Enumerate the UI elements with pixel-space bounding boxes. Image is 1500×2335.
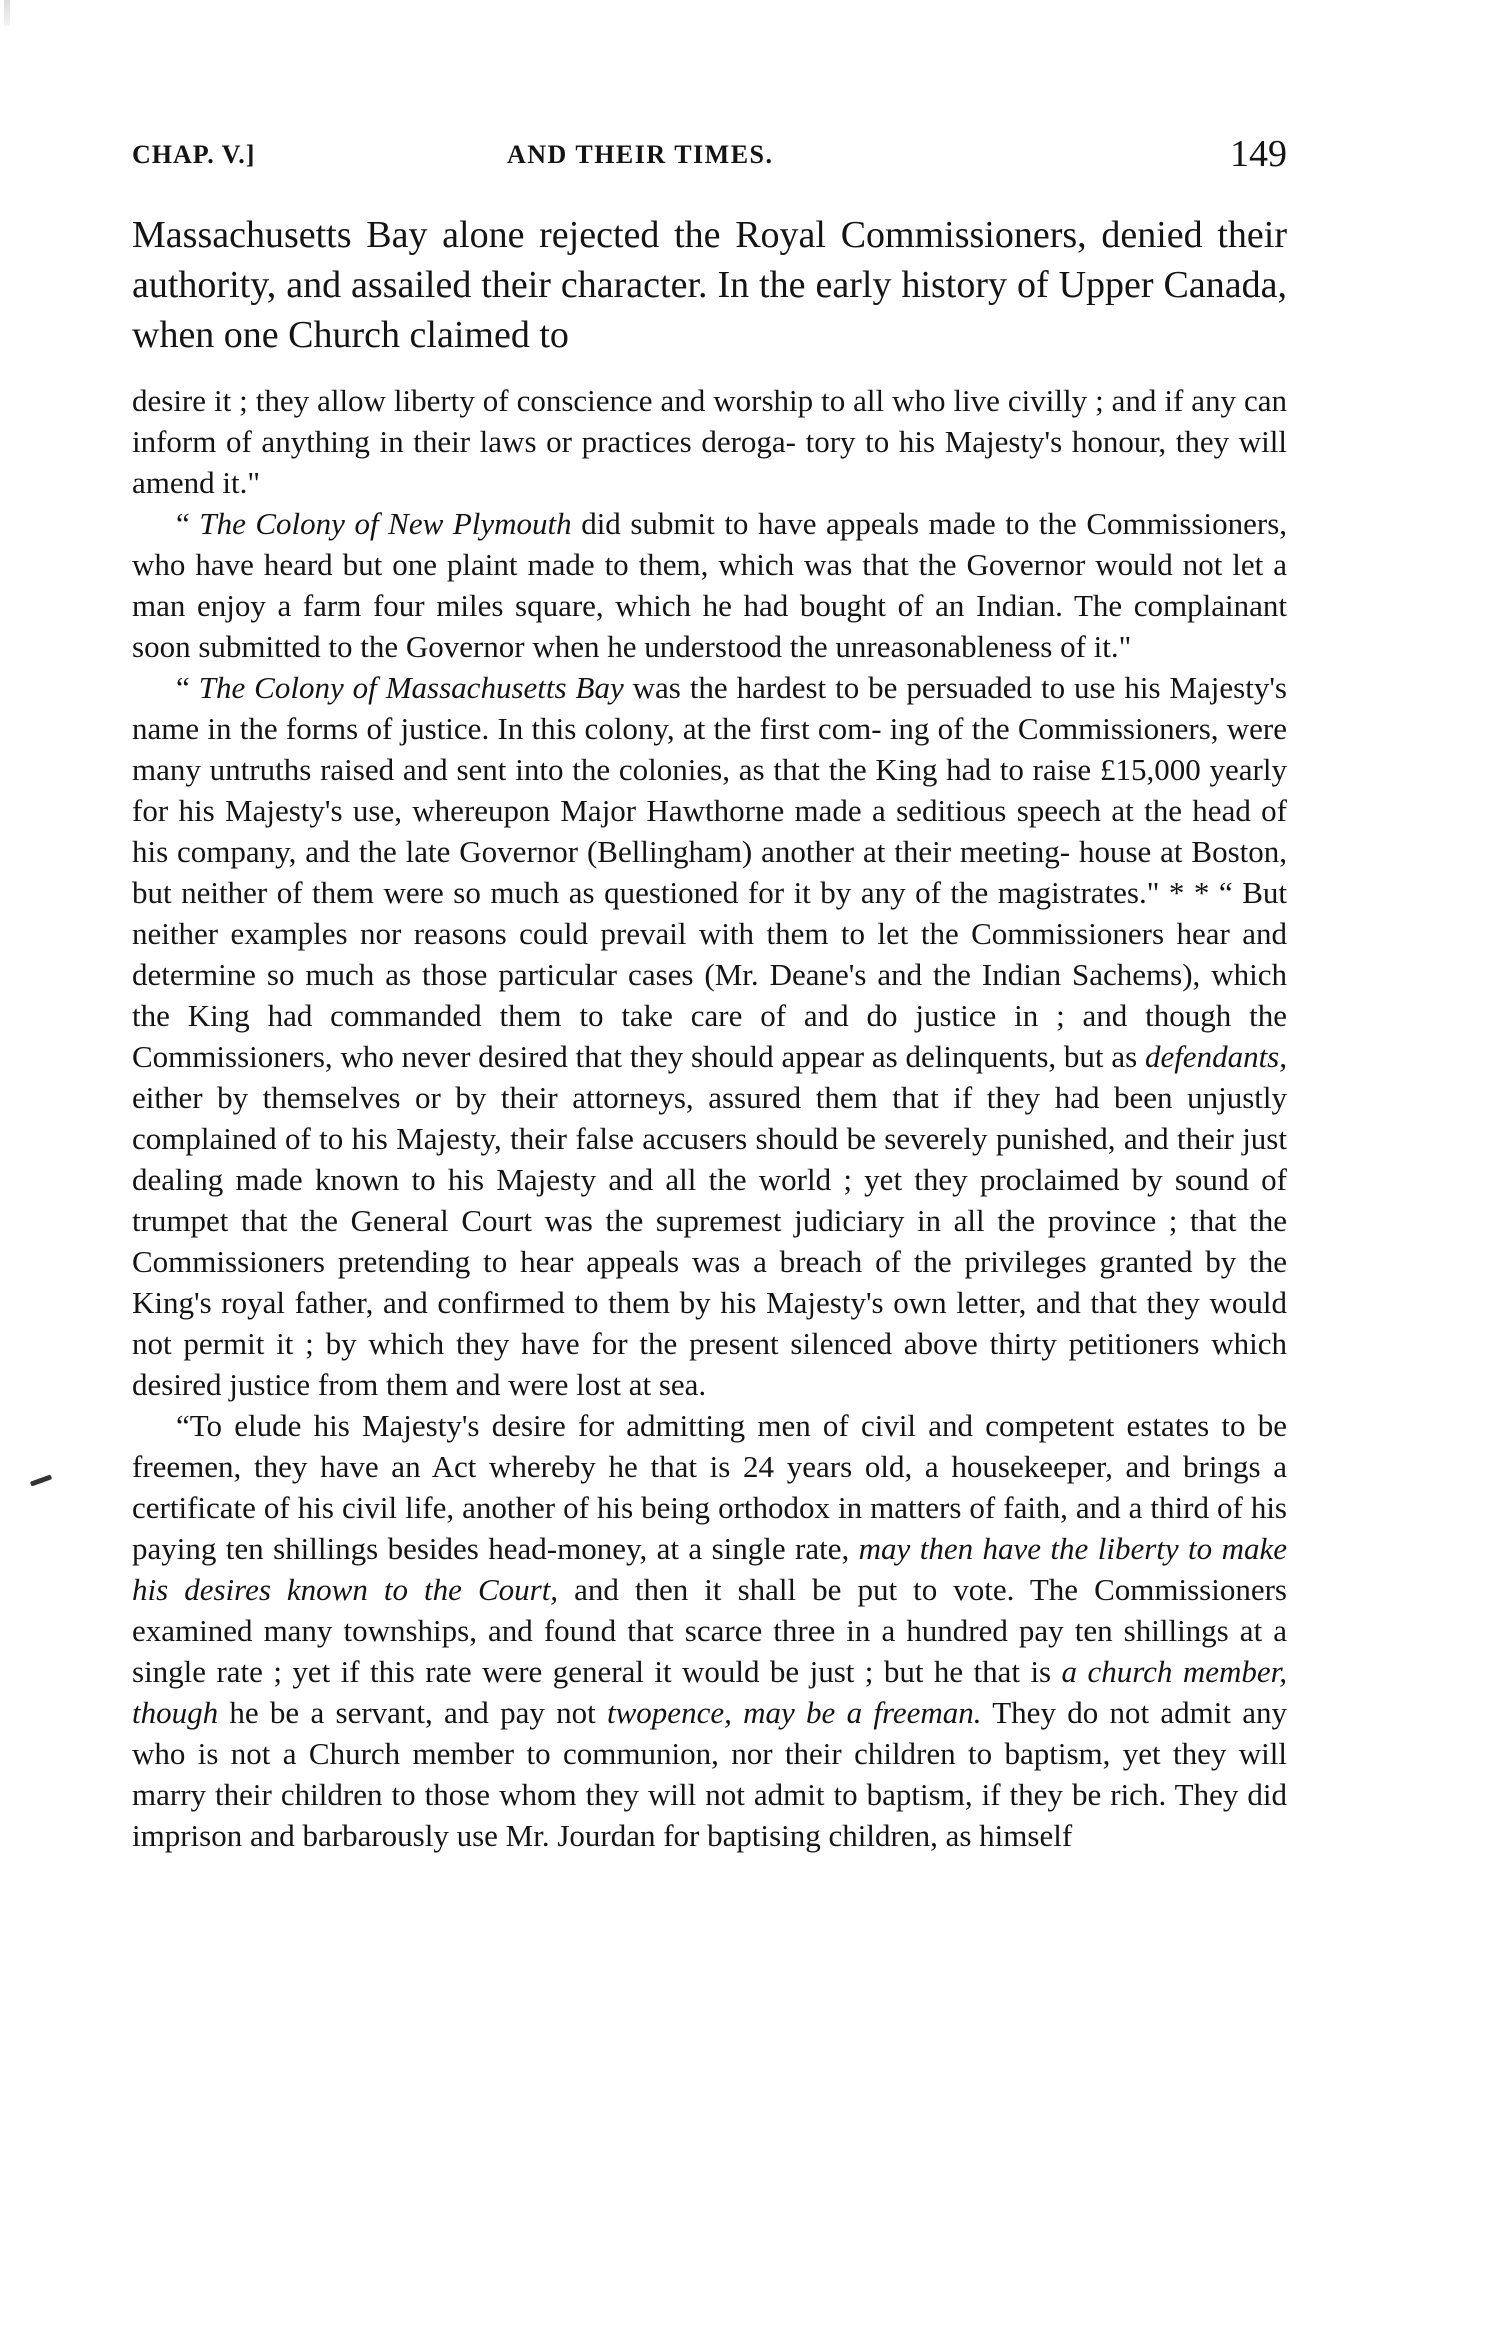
- margin-pencil-mark: [30, 1474, 52, 1486]
- quote-text: he be a servant, and pay not: [218, 1695, 608, 1730]
- italic-phrase: may then have the liberty to make his desires known to the Court,: [132, 1531, 1287, 1607]
- italic-phrase: defendants,: [1144, 1039, 1287, 1074]
- quote-open-mark: “: [176, 670, 199, 705]
- italic-phrase: The Colony of New Plymouth: [199, 506, 572, 541]
- page-number: 149: [1230, 133, 1287, 175]
- chapter-label: CHAP. V.]: [132, 140, 256, 169]
- quote-text: did submit to have appeals made to the Commissioners, who have heard but one plaint made to them, which was that the Governor would not let a man enjoy a farm four miles square, which he had bought of an Indian. The complainant soon submitted to the Governor when he understood the unreasonableness of it.": [132, 506, 1288, 664]
- italic-phrase: The Colony of Massachusetts Bay: [198, 670, 624, 705]
- running-header: [132, 132, 1287, 176]
- body-paragraph: Massachusetts Bay alone rejected the Royal Commissioners, denied their authority, and assailed their character. In the early history of Upper Canada, when one Church claimed to: [132, 214, 1287, 356]
- quote-text: was the hardest to be persuaded to use his Majesty's name in the forms of justice. In this colony, at the first com- ing of the Commissioners, were many untruths raised and sent into the colonies, as that the King had to raise £15,000 yearly for his Majesty's use, whereupon Major Hawthorne made a seditious speech at the head of his company, and the late Governor (Bellingham) another at their meeting- house at Boston, but neither of them were so much as questioned for it by any of the magistrates." * * “ But neither examples nor reasons could prevail with them to let the Commissioners hear and determine so much as those particular cases (Mr. Deane's and the Indian Sachems), which the King had commanded them to take care of and do justice in ; and though the Commissioners, who never desired that they should appear as delinquents, but as: [132, 670, 1287, 1074]
- quote-text: and then it shall be put to vote. The Commissioners examined many townships, and found that scarce three in a hundred pay ten shillings at a single rate ; yet if this rate were general it would be just ; but he that is: [132, 1572, 1287, 1689]
- quote-open-mark: “: [176, 506, 200, 541]
- running-title: AND THEIR TIMES.: [507, 140, 774, 169]
- italic-phrase: a church member, though: [132, 1654, 1287, 1730]
- italic-phrase: twopence, may be a freeman.: [607, 1695, 982, 1730]
- quote-paragraph-1: desire it ; they allow liberty of conscience and worship to all who live civilly ; and if any can inform of anything in their laws or practices deroga- tory to his Majesty's honour, they will amend it.": [132, 383, 1287, 500]
- quote-paragraph-3: [132, 667, 1287, 1405]
- quote-text: either by themselves or by their attorneys, assured them that if they had been unjustly complained of to his Majesty, their false accusers should be severely punished, and their just dealing made known to his Majesty and all the world ; yet they proclaimed by sound of trumpet that the General Court was the supremest judiciary in all the province ; that the Commissioners pretending to hear appeals was a breach of the privileges granted by the King's royal father, and confirmed to them by his Majesty's own letter, and that they would not permit it ; by which they have for the present silenced above thirty petitioners which desired justice from them and were lost at sea.: [132, 1080, 1287, 1402]
- scan-edge-mark: [4, 0, 10, 26]
- quote-text: “To elude his Majesty's desire for admitting men of civil and competent estates to be freemen, they have an Act whereby he that is 24 years old, a housekeeper, and brings a certificate of his civil life, another of his being orthodox in matters of faith, and a third of his paying ten shillings besides head-money, at a single rate,: [132, 1408, 1287, 1566]
- quoted-extract: [132, 380, 1287, 1856]
- quote-paragraph-2: [132, 503, 1287, 667]
- quote-paragraph-4: [132, 1405, 1287, 1856]
- quote-text: They do not admit any who is not a Church member to communion, nor their children to baptism, yet they will marry their children to those whom they will not admit to baptism, if they be rich. They did imprison and barbarously use Mr. Jourdan for baptising children, as himself: [132, 1695, 1288, 1853]
